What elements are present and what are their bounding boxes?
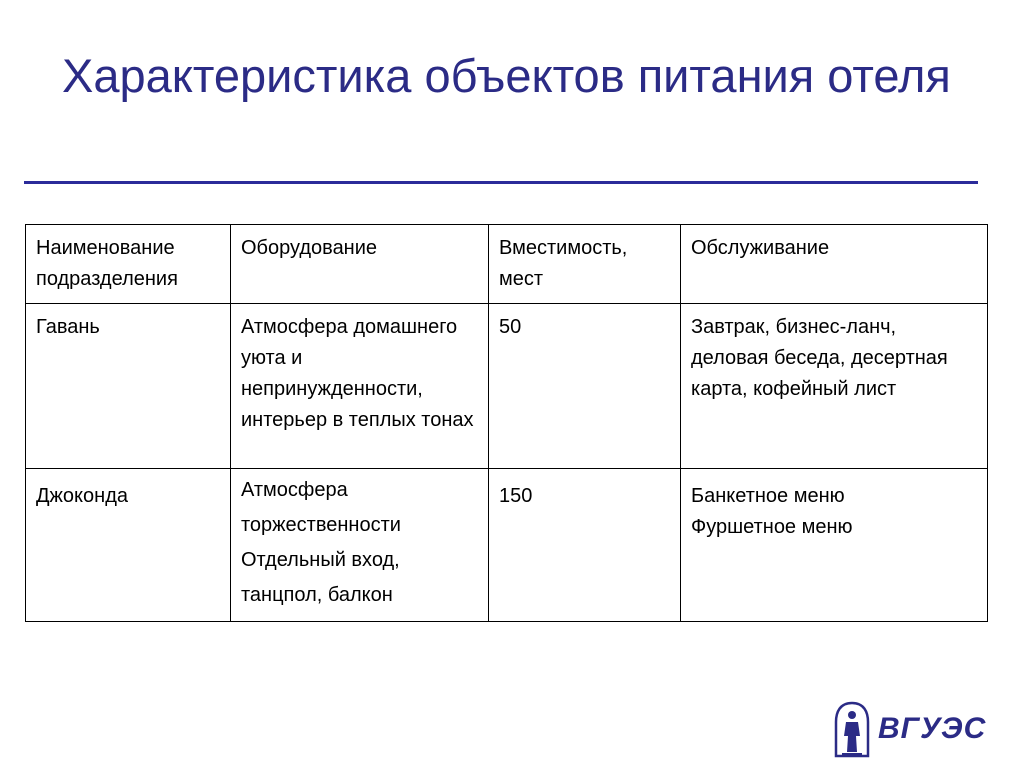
slide-title: Характеристика объектов питания отеля [62,49,951,102]
header-cell-equipment: Оборудование [231,225,489,304]
service-line: Фуршетное меню [691,516,853,538]
equipment-line: танцпол, балкон [241,584,393,606]
table-row [26,304,988,469]
cell-service [681,469,988,622]
logo-text: ВГУЭС [878,712,987,745]
service-line: Банкетное меню [691,485,845,507]
cell-capacity: 150 [489,469,681,622]
equipment-line: Отдельный вход, [241,549,400,571]
figure-emblem-icon [830,700,874,760]
cell-name: Гавань [26,304,231,469]
table-header-row [26,225,988,304]
equipment-line: Атмосфера [241,479,348,501]
header-cell-name: Наименование подразделения [26,225,231,304]
title-divider [24,181,978,184]
university-logo [830,700,1000,760]
cell-equipment [231,469,489,622]
cell-name: Джоконда [26,469,231,622]
equipment-line: торжественности [241,514,401,536]
cell-service: Завтрак, бизнес-ланч, деловая беседа, десертная карта, кофейный лист [681,304,988,469]
cell-equipment: Атмосфера домашнего уюта и непринужденности, интерьер в теплых тонах [231,304,489,469]
header-cell-service: Обслуживание [681,225,988,304]
catering-table [25,224,988,622]
header-cell-capacity: Вместимость, мест [489,225,681,304]
cell-capacity: 50 [489,304,681,469]
table-row [26,469,988,622]
